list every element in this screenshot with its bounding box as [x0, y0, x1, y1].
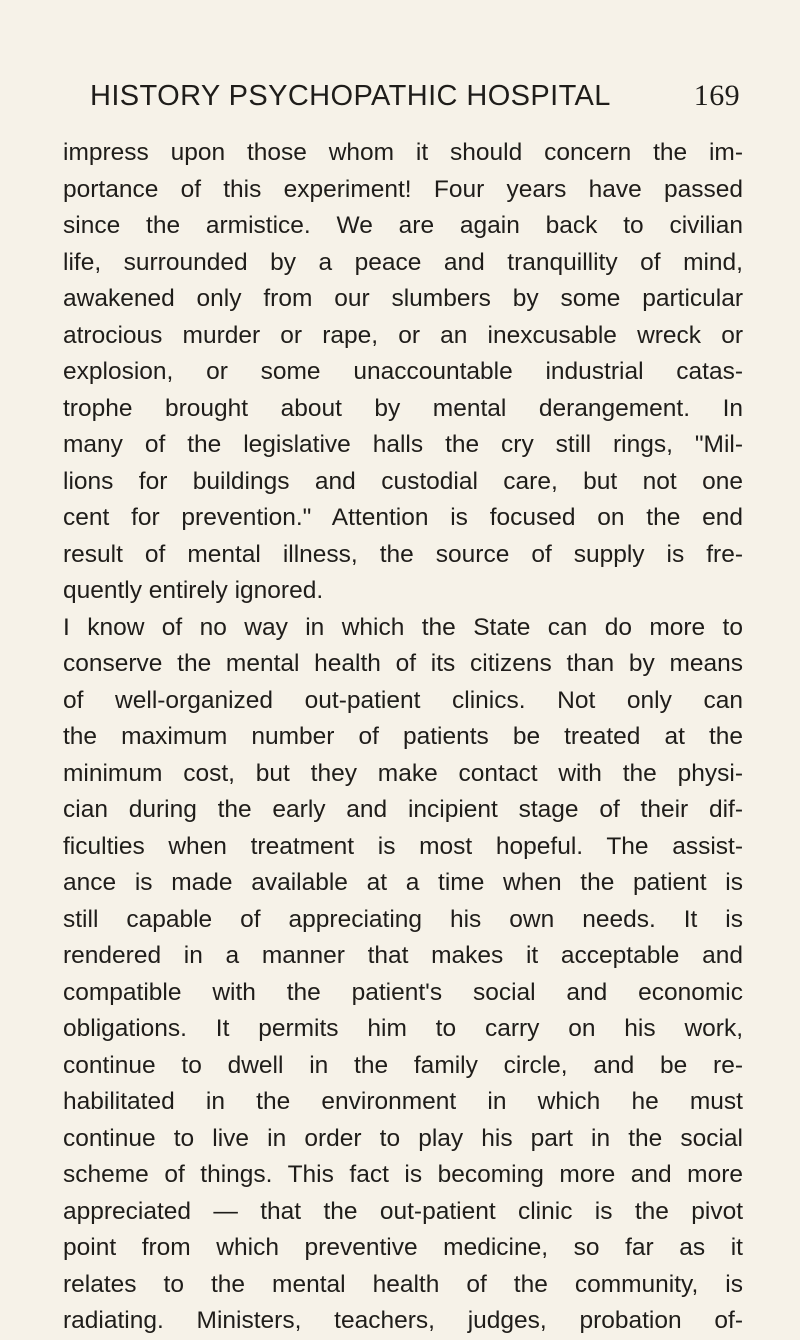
- text-line: result of mental illness, the source of supply is fre-: [63, 540, 743, 568]
- text-line: minimum cost, but they make contact with the physi-: [63, 759, 743, 787]
- running-title: HISTORY PSYCHOPATHIC HOSPITAL: [90, 80, 611, 112]
- text-line: trophe brought about by mental derangement. In: [63, 394, 743, 422]
- text-line: quently entirely ignored.: [63, 577, 324, 604]
- text-line: relates to the mental health of the community, is: [63, 1270, 743, 1298]
- text-line: impress upon those whom it should concern the im-: [63, 139, 743, 166]
- paragraph-1: [63, 135, 743, 610]
- text-line: continue to live in order to play his part in the social: [63, 1124, 743, 1152]
- text-line: I know of no way in which the State can do more to: [63, 613, 743, 641]
- text-line: ance is made available at a time when the patient is: [63, 869, 743, 896]
- text-line: lions for buildings and custodial care, but not one: [63, 467, 743, 495]
- text-line: of well-organized out-patient clinics. Not only can: [63, 686, 743, 714]
- text-line: awakened only from our slumbers by some particular: [63, 285, 743, 312]
- text-line: portance of this experiment! Four years have passed: [63, 175, 743, 203]
- body-text: [63, 135, 743, 1340]
- text-line: rendered in a manner that makes it acceptable and: [63, 942, 743, 969]
- text-line: cian during the early and incipient stage of their dif-: [63, 796, 743, 823]
- text-line: point from which preventive medicine, so far as it: [63, 1234, 743, 1261]
- text-line: the maximum number of patients be treated at the: [63, 723, 743, 750]
- text-line: continue to dwell in the family circle, and be re-: [63, 1051, 743, 1079]
- text-line: conserve the mental health of its citizens than by means: [63, 650, 743, 677]
- text-line: cent for prevention." Attention is focused on the end: [63, 504, 743, 531]
- text-line: obligations. It permits him to carry on his work,: [63, 1015, 743, 1042]
- text-line: habilitated in the environment in which he must: [63, 1088, 743, 1115]
- text-line: ficulties when treatment is most hopeful. The assist-: [63, 832, 743, 860]
- text-line: radiating. Ministers, teachers, judges, probation of-: [63, 1307, 743, 1334]
- paragraph-2: [63, 610, 743, 1340]
- text-line: atrocious murder or rape, or an inexcusable wreck or: [63, 321, 743, 349]
- running-head: [90, 76, 740, 116]
- text-line: compatible with the patient's social and economic: [63, 978, 743, 1006]
- text-line: scheme of things. This fact is becoming more and more: [63, 1161, 743, 1188]
- text-line: since the armistice. We are again back to civilian: [63, 212, 743, 239]
- text-line: life, surrounded by a peace and tranquillity of mind,: [63, 248, 743, 276]
- text-line: many of the legislative halls the cry still rings, "Mil-: [63, 431, 743, 458]
- page-number: 169: [693, 79, 740, 112]
- text-line: explosion, or some unaccountable industrial catas-: [63, 358, 743, 385]
- text-line: appreciated — that the out-patient clinic is the pivot: [63, 1197, 743, 1225]
- text-line: still capable of appreciating his own needs. It is: [63, 905, 743, 933]
